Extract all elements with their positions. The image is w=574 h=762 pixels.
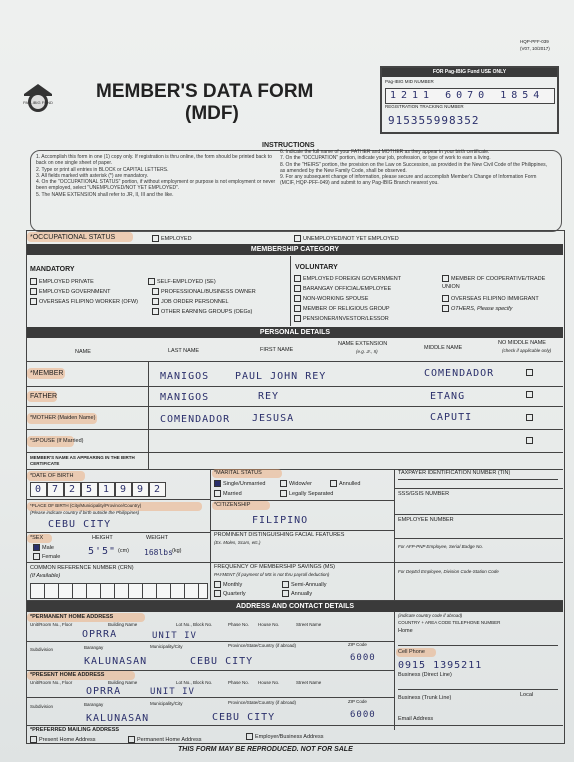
dob-label: *DATE OF BIRTH [30,473,74,479]
province-label: Province/State/Country (if abroad) [228,700,297,705]
col-name: NAME [75,349,91,355]
divider [394,612,395,730]
pob-value[interactable]: CEBU CITY [48,519,112,530]
dob-digit: 2 [69,484,77,495]
present-building[interactable]: UNIT IV [150,687,195,697]
marital-single-option[interactable]: Single/Unmarried [214,480,266,487]
building-label: Building Name [108,680,138,685]
instruction-8: 8. On the "HEIRS" portion, the provision on the Law on Succession, as provided in the New Civil Code of the Philippines, as amended by the New Family Code, shall be observed. [280,161,548,174]
dob-digit: 9 [120,484,128,495]
voluntary-title: VOLUNTARY [295,264,338,271]
divider [27,499,210,500]
divider [27,452,563,453]
option-overseas-immigrant[interactable]: OVERSEAS FILIPINO IMMIGRANT [442,295,539,302]
member-no-middle-checkbox[interactable] [526,369,533,376]
instruction-9: 9. For any subsequent change of information, please secure and accomplish Member's Change of Information Form (MCIF, HQP-PFF-049) and submit to any Pag-IBIG Branch nearest you. [280,174,537,187]
pagibig-use-box [380,66,559,134]
email-label: Email Address [398,716,434,722]
instruction-6: 6. Indicate the full name of your FATHER and MOTHER as they appear in your birth certificate. [280,149,490,155]
option-ofw[interactable]: OVERSEAS FILIPINO WORKER (OFW) [30,298,140,306]
footer-text: THIS FORM MAY BE REPRODUCED. NOT FOR SALE [178,746,353,753]
option-cooperative[interactable]: MEMBER OF COOPERATIVE/TRADE UNION [442,276,546,290]
phone-note: (indicate country code if abroad) [398,613,463,618]
divider [394,562,563,563]
divider [27,697,394,698]
tin-field[interactable] [398,479,558,488]
occupational-status-label: *OCCUPATIONAL STATUS [30,234,116,241]
dob-field[interactable] [30,482,166,496]
marital-widow-option[interactable]: Widow/er [280,480,312,487]
street-label: Street Name [296,622,322,627]
sex-male-option[interactable]: Male [33,544,54,551]
membership-category-header: MEMBERSHIP CATEGORY [27,244,563,255]
father-no-middle-checkbox[interactable] [526,391,533,398]
city-label: Municipality/City [150,644,183,649]
present-address-label: *PRESENT HOME ADDRESS [30,672,105,678]
sss-field[interactable] [398,501,558,513]
weight-value[interactable]: 168lbs [144,548,173,557]
house-label: House No. [258,622,280,627]
local-label: Local [520,692,534,698]
divider [394,538,563,539]
form-code: HQP-PFF-039 [520,39,549,44]
svg-text:PAG-IBIG FUND: PAG-IBIG FUND [23,100,53,105]
business-trunk-label: Business (Trunk Line) [398,695,452,701]
present-zip[interactable]: 6000 [350,710,376,720]
deped-label: For DepEd Employee, Division Code-Station Code [398,569,499,574]
citizenship-label: *CITIZENSHIP [214,502,251,508]
height-label: HEIGHT [92,535,113,541]
permanent-zip[interactable]: 6000 [350,653,376,663]
phone-cols: COUNTRY + AREA CODE TELEPHONE NUMBER [398,620,501,625]
ms-frequency-note: PAYMENT (if payment of MS is not thru payroll deduction) [214,572,330,577]
sex-label: *SEX [30,535,44,541]
dob-digit: 0 [35,484,43,495]
divider [148,361,149,469]
crn-note: (If Available) [30,573,61,579]
height-value[interactable]: 5'5" [88,546,117,557]
dob-digit: 1 [103,484,111,495]
employed-option[interactable]: EMPLOYED [152,235,192,242]
home-phone-label: Home [398,628,413,634]
business-direct-field[interactable] [398,681,558,690]
ms-frequency-label: FREQUENCY OF MEMBERSHIP SAVINGS (MS) [214,564,336,570]
subdivision-label: Subdivision [30,647,54,652]
phase-label: Phase No. [228,680,250,685]
mother-no-middle-checkbox[interactable] [526,414,533,421]
col-name-extension-note: (e.g. Jr., II) [356,349,378,354]
mother-middle-name[interactable]: CAPUTI [430,412,473,423]
member-row-label: *MEMBER [30,370,64,377]
mid-number-field[interactable] [385,88,555,104]
option-self-employed[interactable]: SELF-EMPLOYED (SE) [148,278,216,285]
dob-digit: 9 [137,484,145,495]
father-middle-name[interactable]: ETANG [430,391,466,402]
marital-status-label: *MARITAL STATUS [214,470,262,476]
crn-field[interactable] [30,583,208,599]
member-first-name[interactable]: PAUL JOHN REY [235,371,327,382]
divider [27,562,210,563]
mother-last-name[interactable]: COMENDADOR [160,414,231,425]
option-employed-private[interactable]: EMPLOYED PRIVATE [30,278,94,285]
divider [27,386,563,387]
spouse-row-label: *SPOUSE (If Married) [30,438,84,444]
employee-number-label: EMPLOYEE NUMBER [398,517,454,523]
ms-semiannual-option[interactable]: Semi-Annually [282,581,326,588]
divider [27,532,210,533]
divider [27,361,563,362]
form-title: MEMBER'S DATA FORM [96,81,314,102]
option-job-order[interactable]: JOB ORDER PERSONNEL [152,298,229,305]
col-name-extension: NAME EXTENSION [338,341,388,347]
form-version: (V07, 10/2017) [520,46,550,51]
dob-digit: 7 [52,484,60,495]
father-first-name[interactable]: REY [258,391,280,402]
marital-separated-option[interactable]: Legally Separated [280,490,333,497]
option-employed-government[interactable]: EMPLOYED GOVERNMENT [30,288,111,295]
sex-female-option[interactable]: Female [33,553,60,560]
option-foreign-gov[interactable]: EMPLOYED FOREIGN GOVERNMENT [294,275,401,282]
option-religious[interactable]: MEMBER OF RELIGIOUS GROUP [294,305,389,312]
instruction-1: 1. Accomplish this form in one (1) copy only. If registration is thru online, the form should be printed back to back on one single sheet of paper. [36,154,272,167]
instruction-4: 4. On the "OCCUPATIONAL STATUS" portion, if without employment or purpose is not employment or never been employed, select "UNEMPLOYED/NOT YET EMPLOYED". [36,179,276,192]
province-label: Province/State/Country (if abroad) [228,643,297,648]
instruction-5: 5. The NAME EXTENSION shall refer to JR, II, III and the like. [36,191,174,198]
rtn-number: 915355998352 [388,114,480,127]
mailing-present-option[interactable]: Present Home Address [30,736,96,743]
zip-label: ZIP Code [348,699,367,704]
crn-label: COMMON REFERENCE NUMBER (CRN) [30,565,134,571]
citizenship-value[interactable]: FILIPINO [252,515,309,526]
form-subtitle: (MDF) [185,103,239,124]
option-barangay[interactable]: BARANGAY OFFICIAL/EMPLOYEE [294,285,391,292]
phase-label: Phase No. [228,622,250,627]
mid-label: Pag-IBIG MID NUMBER [385,79,434,84]
ms-annually-option[interactable]: Annually [282,590,312,597]
height-unit: (cm) [118,548,129,554]
mother-row-label: *MOTHER (Maiden Name) [30,415,96,421]
weight-unit: (kg) [172,548,182,554]
marital-married-option[interactable]: Married [214,490,242,497]
street-label: Street Name [296,680,322,685]
option-others[interactable]: OTHERS, Please specify [442,305,512,312]
divider [27,641,394,642]
present-unit[interactable]: OPRRA [86,686,122,697]
option-non-working-spouse[interactable]: NON-WORKING SPOUSE [294,295,368,302]
sss-label: SSS/GSIS NUMBER [398,491,450,497]
instruction-3: 3. All fields marked with asterisk (*) are mandatory. [36,172,149,179]
barangay-label: Barangay [84,645,104,650]
divider [27,406,563,407]
pob-note: (Please indicate country if birth outside the Philippines) [30,510,140,515]
member-middle-name[interactable]: COMENDADOR [424,368,495,379]
cell-phone-label: Cell Phone [398,649,425,655]
present-barangay[interactable]: KALUNASAN [86,713,150,724]
building-label: Building Name [108,622,138,627]
birth-cert-name-label: MEMBER'S NAME AS APPEARING IN THE BIRTH CERTIFICATE [30,455,135,466]
permanent-address-label: *PERMANENT HOME ADDRESS [30,614,114,620]
mailing-permanent-option[interactable]: Permanent Home Address [128,736,202,743]
rtn-label: REGISTRATION TRACKING NUMBER [385,104,464,109]
option-pensioner[interactable]: PENSIONER/INVESTOR/LESSOR [294,315,389,322]
tin-label: TAXPAYER IDENTIFICATION NUMBER (TIN) [398,470,511,476]
divider [210,562,394,563]
address-header: ADDRESS AND CONTACT DETAILS [27,601,563,612]
option-other-earning[interactable]: OTHER EARNING GROUPS (OEGs) [152,308,252,315]
pob-label: *PLACE OF BIRTH (City/Municipality/Province/Country) [30,503,142,508]
mailing-address-label: *PREFERRED MAILING ADDRESS [30,727,120,733]
mandatory-title: MANDATORY [30,266,75,273]
barangay-label: Barangay [84,702,104,707]
unemployed-option[interactable]: UNEMPLOYED/NOT YET EMPLOYED [294,235,399,242]
permanent-building[interactable]: UNIT IV [152,631,197,641]
option-professional[interactable]: PROFESSIONAL/BUSINESS OWNER [152,288,256,295]
lot-label: Lot No., Block No. [176,680,213,685]
permanent-barangay[interactable]: KALUNASAN [84,656,148,667]
marital-annulled-option[interactable]: Annulled [330,480,360,487]
mailing-employer-option[interactable]: Employer/Business Address [246,733,323,740]
business-direct-label: Business (Direct Line) [398,672,452,678]
lot-label: Lot No., Block No. [176,622,213,627]
unit-label: Unit/Room No., Floor [30,622,73,627]
mother-first-name[interactable]: JESUSA [252,413,295,424]
divider [290,256,291,326]
dob-digit: 2 [154,484,162,495]
spouse-no-middle-checkbox[interactable] [526,437,533,444]
instructions-title: INSTRUCTIONS [262,142,315,149]
personal-details-header: PERSONAL DETAILS [27,327,563,338]
col-last-name: LAST NAME [168,348,200,354]
instructions-left [36,154,276,198]
home-phone-field[interactable] [398,637,558,646]
col-middle-name: MIDDLE NAME [424,345,463,351]
father-row-label: FATHER [30,393,58,400]
col-no-middle-name: NO MIDDLE NAME [498,340,546,346]
present-city[interactable]: CEBU CITY [212,712,276,723]
weight-label: WEIGHT [146,535,168,541]
mid-number: 1211 6070 1854 [390,90,545,101]
divider [27,725,563,726]
afp-label: For AFP-PNP Employee, Serial Badge No. [398,544,483,549]
permanent-city[interactable]: CEBU CITY [190,656,254,667]
city-label: Municipality/City [150,701,183,706]
instruction-7: 7. On the "OCCUPATION" portion, indicate your job, profession, or type of work to earn a living. [280,155,491,162]
divider [210,469,211,600]
zip-label: ZIP Code [348,642,367,647]
unit-label: Unit/Room No., Floor [30,680,73,685]
member-last-name[interactable]: MANIGOS [160,371,210,382]
subdivision-label: Subdivision [30,704,54,709]
father-last-name[interactable]: MANIGOS [160,392,210,403]
pagibig-use-header: FOR Pag-IBIG Fund USE ONLY [382,68,557,77]
col-no-middle-note: (check if applicable only) [502,348,552,353]
divider [210,530,394,531]
cell-phone-value[interactable]: 0915 1395211 [398,660,483,671]
col-first-name: FIRST NAME [260,347,294,353]
ms-monthly-option[interactable]: Monthly [214,581,242,588]
distinguishing-label: PROMINENT DISTINGUISHING FACIAL FEATURES [214,532,345,538]
distinguishing-note: (Ex. Moles, Scars, etc.) [214,540,261,545]
instructions-right [280,149,550,187]
ms-quarterly-option[interactable]: Quarterly [214,590,246,597]
pagibig-logo [22,82,54,114]
instruction-2: 2. Type or print all entries in BLOCK or CAPITAL LETTERS. [36,166,169,173]
divider [394,488,563,489]
divider [394,514,563,515]
dob-digit: 5 [86,484,94,495]
divider [27,429,563,430]
house-label: House No. [258,680,280,685]
permanent-unit[interactable]: OPRRA [82,629,118,640]
